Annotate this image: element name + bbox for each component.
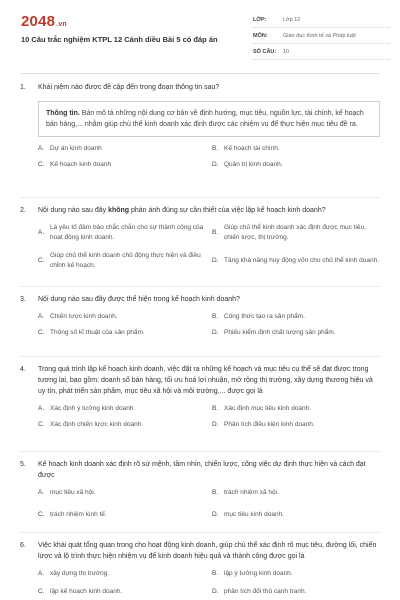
logo-tld: .vn — [56, 21, 67, 28]
question-text-part: Nội dung nào sau đây — [38, 207, 109, 214]
option-letter: A. — [38, 405, 45, 412]
site-logo[interactable] — [21, 13, 67, 30]
question-3 — [20, 294, 380, 338]
option-letter: C. — [38, 329, 45, 336]
meta-value: 10 — [283, 48, 290, 55]
option-c[interactable] — [38, 587, 212, 597]
option-c[interactable] — [38, 420, 212, 430]
option-letter: B. — [212, 313, 219, 320]
meta-row-subject — [253, 28, 390, 44]
question-number: 4. — [20, 366, 26, 373]
option-text: Kế hoạch tài chính. — [224, 145, 280, 152]
option-b[interactable] — [212, 488, 380, 498]
option-text: trách nhiệm kinh tế. — [50, 511, 107, 518]
option-b[interactable] — [212, 223, 380, 243]
option-letter: A. — [38, 313, 45, 320]
option-letter: D. — [212, 161, 219, 168]
question-stem — [20, 540, 380, 562]
question-number: 2. — [20, 207, 26, 214]
option-text: xây dựng thị trường. — [50, 570, 110, 577]
option-d[interactable] — [212, 510, 380, 520]
option-letter: D. — [212, 329, 219, 336]
option-letter: A. — [38, 489, 45, 496]
option-text: Kế hoạch kinh doanh — [50, 161, 112, 168]
option-letter: C. — [38, 588, 45, 595]
options — [38, 488, 380, 520]
meta-value: Lớp 12 — [283, 16, 301, 23]
option-text: Phiếu kiểm định chất lượng sản phẩm. — [224, 329, 336, 336]
options — [38, 404, 380, 430]
option-text: Giúp chủ thể kinh doanh xác định được mục tiêu, chiến lược, thị trường. — [224, 224, 366, 241]
passage-label: Thông tin. — [46, 110, 80, 117]
question-divider — [20, 451, 380, 452]
question-stem — [20, 205, 380, 216]
question-number: 1. — [20, 84, 26, 91]
option-text: Thông số kĩ thuật của sản phẩm. — [50, 329, 145, 336]
option-a[interactable] — [38, 488, 212, 498]
option-text: Là yêu tố đảm bảo chắc chắn cho sự thành công của hoạt động kinh doanh. — [50, 224, 204, 241]
option-letter: C. — [38, 161, 45, 168]
question-text-emphasis: không — [108, 207, 130, 214]
option-d[interactable] — [212, 251, 380, 271]
option-text: trách nhiệm xã hội. — [224, 489, 279, 496]
question-text: Kế hoạch kinh doanh xác định rõ sứ mệnh, tầm nhìn, chiến lược, công việc dự định thực hiện và cách đạt được — [38, 461, 366, 479]
option-text: Tăng khả năng huy động vốn cho chủ thể kinh doanh. — [224, 257, 380, 264]
meta-key: LỚP: — [253, 16, 267, 23]
meta-key: MÔN: — [253, 32, 268, 39]
question-4 — [20, 364, 380, 430]
option-b[interactable] — [212, 404, 380, 414]
option-c[interactable] — [38, 510, 212, 520]
option-text: Quản trị kinh doanh. — [224, 161, 283, 168]
options — [38, 144, 380, 170]
option-letter: B. — [212, 229, 219, 236]
question-text: Nội dung nào sau đây được thể hiện trong kế hoạch kinh doanh? — [38, 296, 240, 303]
option-text: Xác định chiến lược kinh doanh. — [50, 421, 144, 428]
question-number: 6. — [20, 542, 26, 549]
option-letter: B. — [212, 489, 219, 496]
meta-table — [253, 12, 390, 60]
option-c[interactable] — [38, 160, 212, 170]
question-divider — [20, 286, 380, 287]
option-b[interactable] — [212, 569, 380, 579]
options — [38, 223, 380, 271]
option-text: Xác định ý tưởng kinh doanh. — [50, 405, 136, 412]
option-c[interactable] — [38, 251, 212, 271]
info-passage — [38, 101, 380, 137]
logo-main: 2048 — [21, 13, 56, 30]
question-number: 5. — [20, 461, 26, 468]
option-letter: C. — [38, 421, 45, 428]
meta-row-grade — [253, 12, 390, 28]
question-stem — [20, 459, 380, 481]
question-5 — [20, 459, 380, 520]
meta-key: SỐ CÂU: — [253, 48, 277, 55]
question-text: Việc khái quát tổng quan trong cho hoạt động kinh doanh, giúp chủ thể xác định rõ mục tiêu, đường lối, chiến lược và lộ trình thực hiện nhiệm vụ để kinh doanh hiệu quả và thành công được gọi là — [38, 542, 377, 560]
option-letter: D. — [212, 257, 219, 264]
option-b[interactable] — [212, 312, 380, 322]
option-letter: A. — [38, 570, 45, 577]
question-text: Khái niệm nào được đề cập đến trong đoạn thông tin sau? — [38, 84, 220, 91]
option-d[interactable] — [212, 420, 380, 430]
option-letter: C. — [38, 511, 45, 518]
option-text: Dự án kinh doanh — [50, 145, 102, 152]
option-d[interactable] — [212, 328, 380, 338]
question-6 — [20, 540, 380, 597]
question-text-part: phản ánh đúng sự cần thiết của việc lập kế hoạch kinh doanh? — [129, 207, 326, 214]
option-text: lập ý tưởng kinh doanh. — [224, 570, 293, 577]
question-2 — [20, 205, 380, 271]
option-letter: B. — [212, 145, 219, 152]
option-letter: C. — [38, 257, 45, 264]
question-stem — [20, 82, 380, 93]
option-a[interactable] — [38, 312, 212, 322]
options — [38, 569, 380, 597]
question-number: 3. — [20, 296, 26, 303]
option-letter: A. — [38, 145, 45, 152]
option-a[interactable] — [38, 144, 212, 154]
option-letter: A. — [38, 229, 45, 236]
question-text: Trong quá trình lập kế hoạch kinh doanh, việc đặt ra những kế hoạch và mục tiêu cụ thể sẽ đạt được trong tương lai, bao gồm: doanh số bán hàng, tối ưu hoá lợi nhuận, mở rộng thị trường, xây dựng thương hiệu và uy tín, phát triển sản phẩm, mục tiêu xã hội và môi trường,... được gọi là — [38, 366, 373, 395]
meta-value: Giáo dục Kinh tế và Pháp luật — [283, 32, 356, 39]
option-text: lập kế hoạch kinh doanh. — [50, 588, 123, 595]
option-a[interactable] — [38, 404, 212, 414]
option-b[interactable] — [212, 144, 380, 154]
option-text: phân tích đối thủ cạnh tranh. — [224, 588, 307, 595]
option-text: mục tiêu kinh doanh. — [224, 511, 284, 518]
question-1 — [20, 82, 380, 170]
question-divider — [20, 532, 380, 533]
option-letter: B. — [212, 570, 219, 577]
option-text: Công thức tạo ra sản phẩm. — [224, 313, 305, 320]
question-divider — [20, 197, 380, 198]
question-divider — [20, 356, 380, 357]
option-d[interactable] — [212, 160, 380, 170]
option-d[interactable] — [212, 587, 380, 597]
question-text — [38, 205, 380, 216]
option-text: Giúp chủ thể kinh doanh chủ động thực hiện và điều chỉnh kế hoạch. — [50, 252, 201, 269]
option-text: Xác định mục tiêu kinh doanh. — [224, 405, 312, 412]
meta-row-count — [253, 44, 390, 60]
option-letter: D. — [212, 511, 219, 518]
option-letter: B. — [212, 405, 219, 412]
header — [0, 0, 400, 66]
option-letter: D. — [212, 588, 219, 595]
option-a[interactable] — [38, 223, 212, 243]
option-text: Phân tích điều kiện kinh doanh. — [224, 421, 315, 428]
options — [38, 312, 380, 338]
passage-text: Bản mô tả những nội dung cơ bản về định hướng, mục tiêu, nguồn lực, tài chính, kế hoạch bán hàng,... nhằm giúp chủ thể kinh doanh xác định được các nhiệm vụ để thực hiện mục tiêu đề ra. — [46, 110, 364, 128]
document-title: 10 Câu trắc nghiệm KTPL 12 Cánh diều Bài 5 có đáp án — [21, 35, 218, 44]
header-divider — [20, 73, 380, 74]
option-letter: D. — [212, 421, 219, 428]
option-text: mục tiêu xã hội. — [50, 489, 96, 496]
question-stem — [20, 294, 380, 305]
option-a[interactable] — [38, 569, 212, 579]
question-stem — [20, 364, 380, 397]
option-text: Chiến lược kinh doanh. — [50, 313, 118, 320]
option-c[interactable] — [38, 328, 212, 338]
